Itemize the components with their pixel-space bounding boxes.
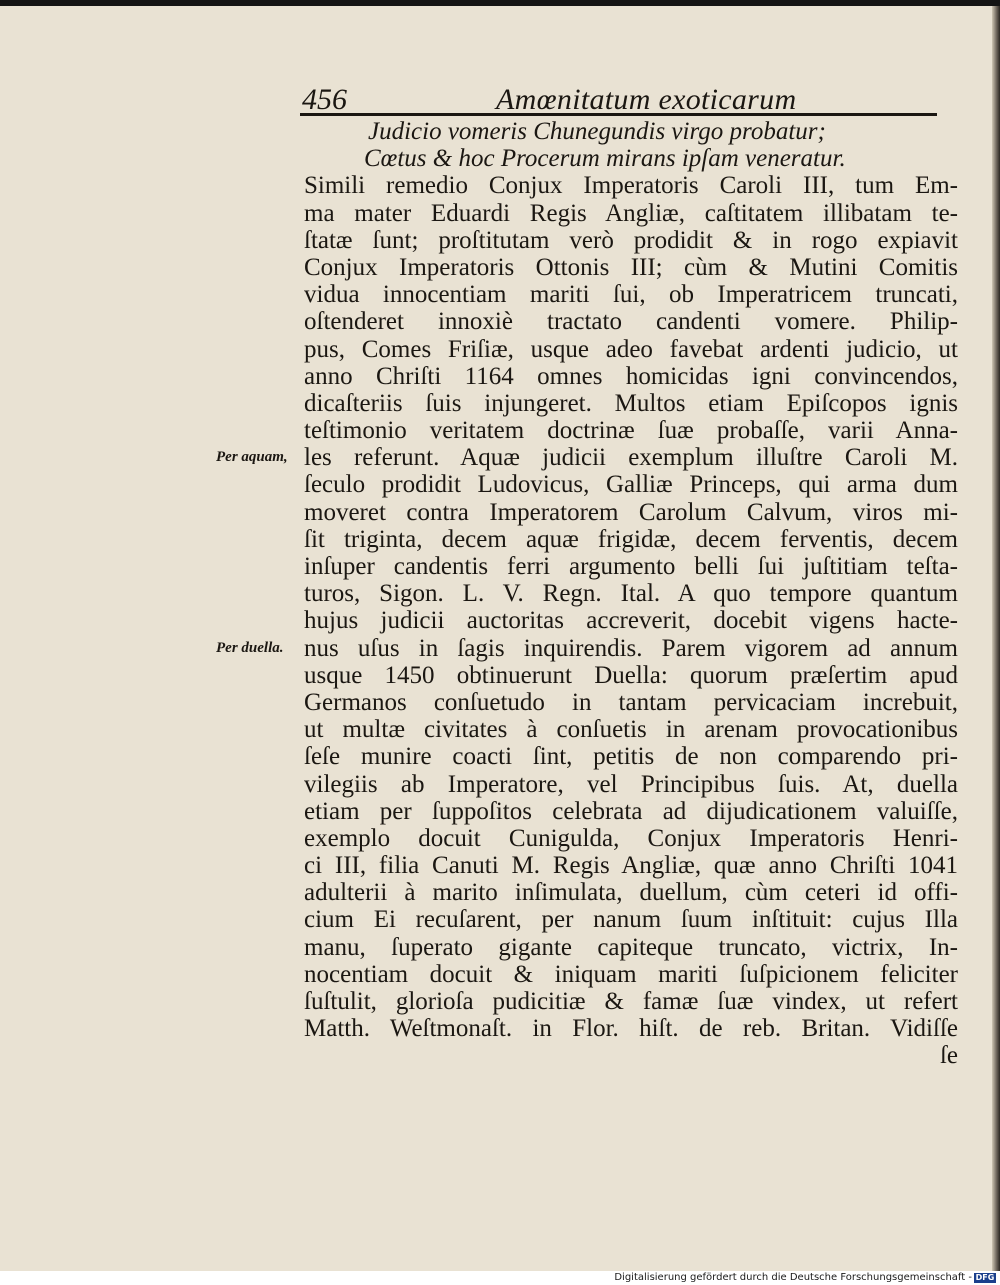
text-line: inſuper candentis ferri argumento belli ſui juſtitiam teſta- <box>304 553 958 580</box>
text-line: vidua innocentiam mariti ſui, ob Imperatricem truncati, <box>304 281 958 309</box>
header-rule <box>300 113 937 116</box>
funding-footer: Digitalisierung gefördert durch die Deutsche Forschungsgemeinschaft - <box>614 1272 972 1283</box>
verse-line: Cœtus & hoc Procerum mirans ipſam veneratur. <box>364 145 846 173</box>
dfg-logo: DFG <box>975 1273 995 1282</box>
text-line: manu, ſuperato gigante capiteque truncato, victrix, In- <box>304 933 958 961</box>
catchword: ſe <box>939 1042 958 1070</box>
text-line: nocentiam docuit & iniquam mariti ſuſpicionem feliciter <box>304 960 958 988</box>
text-line: nus uſus in ſagis inquirendis. Parem vigorem ad annum <box>304 634 958 662</box>
text-line: ut multæ civitates à conſuetis in arenam provocationibus <box>304 716 958 744</box>
text-line: vilegiis ab Imperatore, vel Principibus ſuis. At, duella <box>304 770 958 798</box>
body-text <box>304 118 958 1070</box>
text-line: les referunt. Aquæ judicii exemplum illuſtre Caroli M. <box>304 444 958 472</box>
text-line: Simili remedio Conjux Imperatoris Caroli III, tum Em- <box>304 172 958 200</box>
text-line: teſtimonio veritatem doctrinæ ſuæ probaſſe, varii Anna- <box>304 417 958 445</box>
text-line: Germanos conſuetudo in tantam pervicaciam increbuit, <box>304 688 958 716</box>
marginal-note-per-duella: Per duella. <box>216 640 284 656</box>
text-line: anno Chriſti 1164 omnes homicidas igni convincendos, <box>304 362 958 390</box>
text-line: ſeſe munire coacti ſint, petitis de non comparendo pri- <box>304 743 958 771</box>
text-line: adulterii à marito inſimulata, duellum, cùm ceteri id offi- <box>304 879 958 907</box>
text-line: ſeculo prodidit Ludovicus, Galliæ Princeps, qui arma dum <box>304 471 958 499</box>
page-gutter-shadow <box>992 6 1000 1271</box>
text-line: ci III, filia Canuti M. Regis Angliæ, quæ anno Chriſti 1041 <box>304 852 958 880</box>
text-line: cium Ei recuſarent, per nanum ſuum inſtituit: cujus Illa <box>304 906 958 934</box>
text-line: usque 1450 obtinuerunt Duella: quorum præſertim apud <box>304 661 958 689</box>
text-line: exemplo docuit Cunigulda, Conjux Imperatoris Henri- <box>304 824 958 852</box>
text-line: moveret contra Imperatorem Carolum Calvum, viros mi- <box>304 498 958 526</box>
text-line: hujus judicii auctoritas accreverit, docebit vigens hacte- <box>304 607 958 635</box>
running-head: Amœnitatum exoticarum <box>496 83 797 116</box>
text-line: etiam per ſuppoſitos celebrata ad dijudicationem valuiſſe, <box>304 797 958 825</box>
text-line: Matth. Weſtmonaſt. in Flor. hiſt. de reb. Britan. Vidiſſe <box>304 1015 958 1043</box>
text-line: Conjux Imperatoris Ottonis III; cùm & Mutini Comitis <box>304 253 958 281</box>
marginal-note-per-aquam: Per aquam, <box>216 449 288 465</box>
text-line: pus, Comes Friſiæ, usque adeo favebat ardenti judicio, ut <box>304 335 958 363</box>
text-line: oſtenderet innoxiè tractato candenti vomere. Philip- <box>304 308 958 336</box>
text-line: turos, Sigon. L. V. Regn. Ital. A quo tempore quantum <box>304 580 958 608</box>
text-line: ſuſtulit, glorioſa pudicitiæ & famæ ſuæ vindex, ut refert <box>304 988 958 1015</box>
text-line: ſtatæ ſunt; proſtitutam verò prodidit & in rogo expiavit <box>304 226 958 254</box>
page-number: 456 <box>302 83 347 116</box>
verse-line: Judicio vomeris Chunegundis virgo probatur; <box>368 118 826 145</box>
text-line: ma mater Eduardi Regis Angliæ, caſtitatem illibatam te- <box>304 199 958 227</box>
text-line: dicaſteriis ſuis injungeret. Multos etiam Epiſcopos ignis <box>304 389 958 417</box>
text-line: ſit triginta, decem aquæ frigidæ, decem ferventis, decem <box>304 525 958 553</box>
